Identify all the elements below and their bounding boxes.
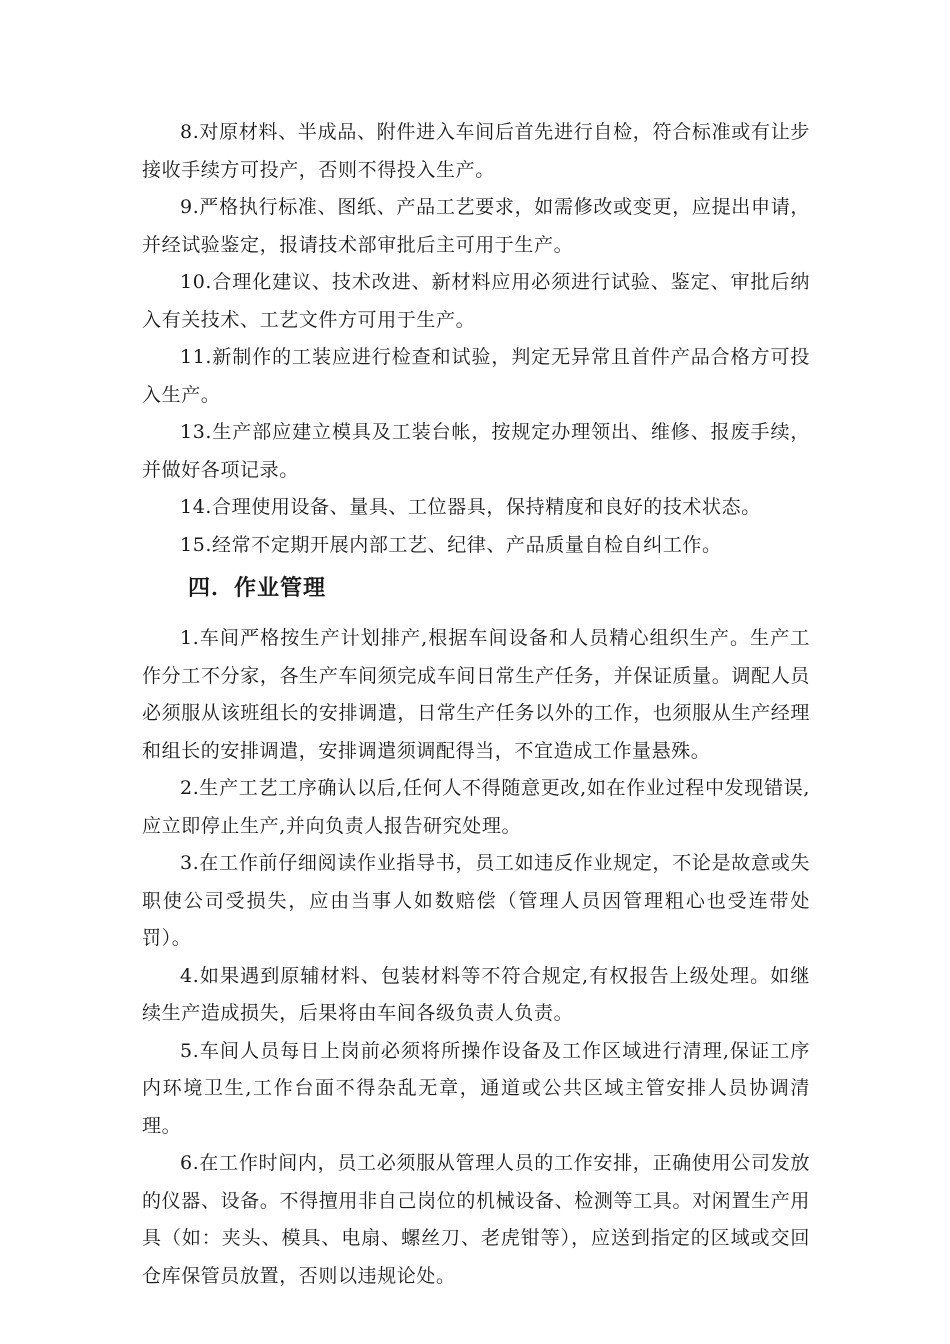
clause-11: 11.新制作的工装应进行检查和试验，判定无异常且首件产品合格方可投入生产。 [142, 346, 810, 406]
work-clause-4: 4.如果遇到原辅材料、包装材料等不符合规定,有权报告上级处理。如继续生产造成损失，后果将由车间各级负责人负责。 [142, 964, 810, 1024]
clause-10: 10.合理化建议、技术改进、新材料应用必须进行试验、鉴定、审批后纳入有关技术、工艺文件方可用于生产。 [142, 271, 810, 331]
clause-8: 8.对原材料、半成品、附件进入车间后首先进行自检，符合标准或有让步接收手续方可投产，否则不得投入生产。 [142, 121, 810, 181]
clause-9: 9.严格执行标准、图纸、产品工艺要求，如需修改或变更，应提出申请，并经试验鉴定，报请技术部审批后主可用于生产。 [142, 196, 810, 256]
clause-13: 13.生产部应建立模具及工装台帐，按规定办理领出、维修、报废手续，并做好各项记录。 [142, 421, 810, 481]
work-clause-6: 6.在工作时间内，员工必须服从管理人员的工作安排，正确使用公司发放的仪器、设备。不得擅用非自己岗位的机械设备、检测等工具。对闲置生产用具（如：夹头、模具、电扇、螺丝刀、老虎钳等），应送到指定的区域或交回仓库保管员放置，否则以违规论处。 [142, 1152, 810, 1287]
section-heading: 四．作业管理 [188, 575, 327, 601]
clause-15: 15.经常不定期开展内部工艺、纪律、产品质量自检自纠工作。 [180, 533, 722, 556]
work-clause-3: 3.在工作前仔细阅读作业指导书，员工如违反作业规定，不论是故意或失职使公司受损失，应由当事人如数赔偿（管理人员因管理粗心也受连带处罚）。 [142, 852, 810, 949]
section-spacer [142, 612, 810, 620]
clause-14: 14.合理使用设备、量具、工位器具，保持精度和良好的技术状态。 [180, 496, 761, 518]
work-clause-5: 5.车间人员每日上岗前必须将所操作设备及工作区域进行清理,保证工序内环境卫生,工作台面不得杂乱无章，通道或公共区域主管安排人员协调清理。 [142, 1039, 810, 1137]
work-clause-2: 2.生产工艺工序确认以后,任何人不得随意更改,如在作业过程中发现错误,应立即停止生产,并向负责人报告研究处理。 [142, 777, 810, 837]
document-page [142, 114, 810, 1295]
work-clause-1: 1.车间严格按生产计划排产,根据车间设备和人员精心组织生产。生产工作分工不分家，各生产车间须完成车间日常生产任务，并保证质量。调配人员必须服从该班组长的安排调遣，日常生产任务以外的工作，也须服从生产经理和组长的安排调遣，安排调遣须调配得当，不宜造成工作量悬殊。 [142, 627, 810, 762]
